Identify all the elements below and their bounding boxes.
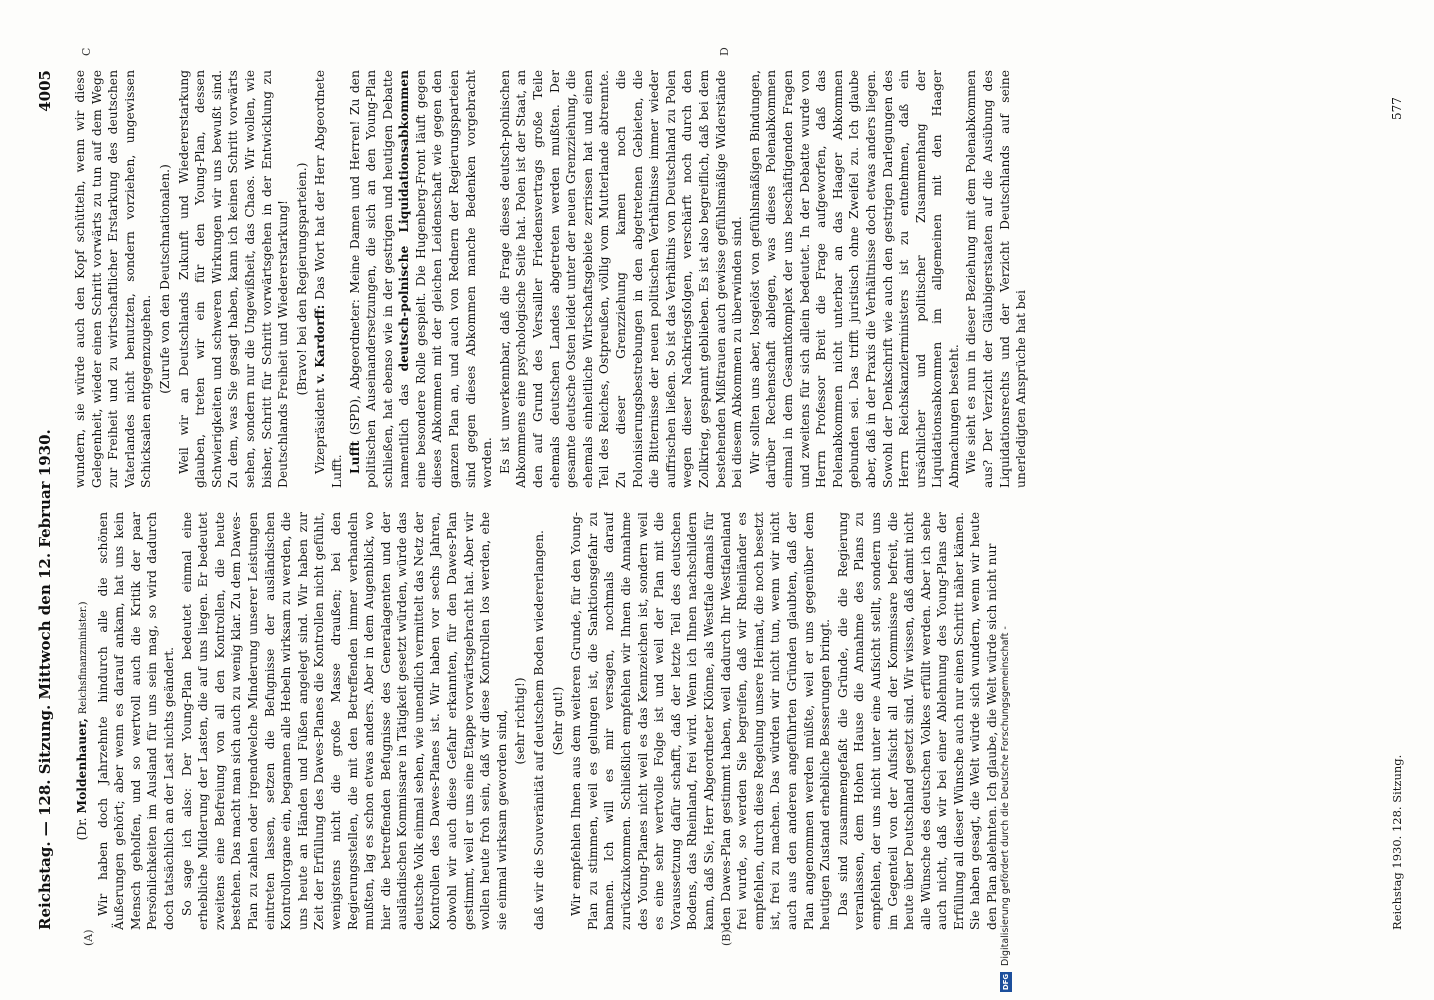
footer-left: Reichstag 1930. 128. Sitzung. <box>1390 754 1404 930</box>
paragraph: Das sind zusammengefaßt die Gründe, die die Regierung veranlassen, dem Hohen Hause die Annahme des Plans zu empfehlen, der uns nicht unter eine Aufsicht stellt, sondern uns im Gegenteil von der Aufsicht all der Kommissare befreit, die heute über Deutschland gesetzt sind. Wir wissen, daß damit nicht alle Wünsche des deutschen Volkes erfüllt werden. Aber ich sehe auch nicht, daß wir bei einer Ablehnung des Young-Plans der Erfüllung all dieser Wünsche auch nur einen Schritt näher kämen. Sie haben gesagt, die Welt würde sich wundern, wenn wir heute den Plan ablehnten. Ich glaube, die Welt würde sich nicht nur <box>835 512 1000 930</box>
paragraph: So sage ich also: Der Young-Plan bedeutet einmal eine erhebliche Milderung der Lasten, die auf uns liegen. Er bedeutet zweitens eine Befreiung von all den Kontrollen, die heute bestehen. Das macht man sich auch zu wenig klar. Zu dem Dawes-Plan zu zahlen oder irgendwelche Minderung unserer Leistungen eintreten lassen, setzen die Befugnisse der ausländischen Kontrollorgane ein, begannen alle Hebeln wirksam zu werden, die uns heute an Händen und Füßen angelegt sind. Wir haben zur Zeit der Erfüllung des Dawes-Planes die Kontrollen nicht gefühlt, wenigstens nicht die große Masse draußen; bei den Regierungsstellen, die mit den Betreffenden immer verhandeln mußten, lag es schon etwas anders. Aber in dem Augenblick, wo hier die betreffenden Befugnisse des Generalagenten und der ausländischen Kommissare in Tätigkeit gesetzt würden, würde das deutsche Volk einmal sehen, wie unendlich vermittelt das Netz der Kontrollen des Dawes-Planes ist. Wir haben vor sechs Jahren, obwohl wir auch diese Gefahr erkannten, für den Dawes-Plan gestimmt, weil er uns eine Etappe vorwärtsgebracht hat. Aber wir wollen heute froh sein, daß wir diese Kontrollen los werden, ehe sie einmal wirksam geworden sind, <box>179 512 509 930</box>
page-number: 4005 <box>36 70 54 112</box>
interjection: (Bravo! bei den Regierungsparteien.) <box>294 162 309 396</box>
interjection: (sehr richtig!) <box>513 677 528 765</box>
margin-marker-c: C <box>80 47 93 56</box>
digitization-note <box>1000 2 1014 992</box>
speaker-intro: Lufft (SPD), Abgeordneter: Meine Damen und Herren! Zu den politischen Auseinandersetzungen, die sich an den Young-Plan schließen, hat ebenso wie in der gestrigen und heutigen Debatte namentlich das deutsch-polnische Liquidationsabkommen eine besondere Rolle gespielt. Die Hugenberg-Front läuft gegen dieses Abkommen mit der gleichen Leidenschaft wie gegen den ganzen Plan an, und auch von Rednern der Regierungsparteien sind gegen dieses Abkommen manche Bedenken vorgebracht worden. <box>346 70 495 488</box>
paragraph: wundern, sie würde auch den Kopf schütteln, wenn wir diese Gelegenheit, wieder einen Schritt vorwärts zu tun auf dem Wege zur Freiheit und zu wirtschaftlicher Erstarkung des deutschen Vaterlandes nicht benutzten, sondern vorziehen, ungewissen Schicksalen entgegenzugehen. <box>73 70 154 488</box>
right-column <box>72 70 1382 488</box>
margin-marker-b: (B) <box>720 929 733 946</box>
speaker-name: Moldenhauer, <box>74 718 89 814</box>
paragraph: daß wir die Souveränität auf deutschem Boden wiedererlangen. <box>532 530 547 930</box>
president-statement: Vizepräsident v. Kardorff: Das Wort hat der Herr Abgeordnete Lufft. <box>312 70 344 488</box>
margin-marker-a: (A) <box>82 929 95 946</box>
header-title: Reichstag. — 128. Sitzung. Mittwoch den 12. Februar 1930. <box>36 429 54 930</box>
interjection: (Sehr gut!) <box>550 686 565 756</box>
speaker-name: Lufft <box>346 440 362 474</box>
paragraph: Wir haben doch Jahrzehnte hindurch alle die schönen Äußerungen gehört; aber wenn es darauf ankam, hat uns kein Mensch geholfen, und so wertvoll auch die Kritik der paar Persönlichkeiten im Ausland für uns sein mag, so wird dadurch doch tatsächlich an der Last nichts geändert. <box>95 512 176 930</box>
margin-marker-d: D <box>718 47 731 56</box>
digitization-note-text: Digitalisierung gefördert durch die Deutsche Forschungsgemeinschaft - <box>1000 626 1011 966</box>
dfg-logo-icon: DFG <box>1002 973 1010 991</box>
paragraph: Es ist unverkennbar, daß die Frage dieses deutsch-polnischen Abkommens eine psychologische Seite hat. Polen ist der Staat, an den auf Grund des Versailler Friedensvertrags große Teile ehemals deutschen Landes abgetreten werden mußten. Der gesamte deutsche Osten leidet unter der neuen Grenzziehung, die ehemals einheitliche Wirtschaftsgebiete zerrissen hat und einen Teil des Reiches, Ostpreußen, völlig vom Mutterlande abtrennte. Zu dieser Grenzziehung kamen noch die Polonisierungsbestrebungen in den abgetretenen Gebieten, die die Bitternisse der neuen politischen Verhältnisse immer wieder auffrischen ließen. So ist das Verhältnis von Deutschland zu Polen wegen dieser Nachkriegsfolgen, verschärft noch durch den Zollkrieg, gespannt geblieben. Es ist also begreiflich, daß bei dem bestehenden Mißtrauen auch gewisse gefühlsmäßige Widerstände bei diesem Abkommen zu überwinden sind. <box>497 70 745 488</box>
paragraph: Weil wir an Deutschlands Zukunft und Wiedererstarkung glauben, treten wir ein für den Young-Plan, dessen Schwierigkeiten und schweren Wirkungen wir uns bewußt sind. Zu dem, was Sie gesagt haben, kann ich keinen Schritt vorwärts sehen, sondern nur die Ungewißheit, das Chaos. Wir wollen, wie bisher, Schritt für Schritt vorwärtsgehen in der Entwicklung zu Deutschlands Freiheit und Wiedererstarkung! <box>176 70 291 488</box>
paragraph: Wie sieht es nun in dieser Beziehung mit dem Polenabkommen aus? Der Verzicht der Gläubigerstaaten auf die Ausübung des Liquidationsrechts und der Verzicht Deutschlands auf seine unerledigten Ansprüche hat bei <box>964 70 1029 488</box>
footer-page-number: 577 <box>1390 97 1404 120</box>
speaker-reference: (Dr. Moldenhauer, Reichsfinanzminister.) <box>74 601 89 841</box>
page-header <box>36 70 64 930</box>
paragraph: Wir sollten uns aber, losgelöst von gefühlsmäßigen Bindungen, darüber Rechenschaft ablegen, was dieses Polenabkommen einmal in dem Gesamtkomplex der uns beschäftigenden Fragen und zweitens für sich allein bedeutet. In der Debatte wurde von Herrn Professor Breit die Frage aufgeworfen, daß das Polenabkommen nicht unterbar an das Haager Abkommen gebunden sei. Das trifft juristisch ohne Zweifel zu. Ich glaube aber, daß in der Praxis die Verhältnisse doch etwas anders liegen. Sowohl der Denkschrift wie auch den gestrigen Darlegungen des Herrn Reichskanzlerministers ist zu entnehmen, daß ein ursächlicher und politischer Zusammenhang der Liquidationsabkommen im allgemeinen mit den Haager Abmachungen besteht. <box>747 70 961 488</box>
interjection: (Zurufe von den Deutschnationalen.) <box>157 164 172 394</box>
left-column <box>72 512 1382 930</box>
bold-phrase: deutsch-polnische Liquidationsabkommen <box>396 70 412 372</box>
paragraph: Wir empfehlen Ihnen aus dem weiteren Grunde, für den Young-Plan zu stimmen, weil es gelungen ist, die Sanktionsgefahr zu bannen. Ich will es mir versagen, nochmals darauf zurückzukommen. Schließlich empfehlen wir Ihnen die Annahme des Young-Planes nicht weil es das Kennzeichen ist, sondern weil es eine sehr wertvolle Folge ist und weil der Plan mit die Voraussetzung dafür schafft, daß der letzte Teil des deutschen Bodens, das Rheinland, frei wird. Wenn ich Ihnen nachschildern kann, daß Sie, Herr Abgeordneter Klönne, als Westfale damals für den Dawes-Plan gestimmt haben, weil dadurch Ihr Westfalenland frei wurde, so werden Sie begreifen, daß wir Rheinländer es empfehlen, durch diese Regelung unsere Heimat, die noch besetzt ist, frei zu machen. Das würden wir nicht tun, wenn wir nicht auch aus den anderen angeführten Gründen glaubten, daß der Plan angenommen werden müßte, weil er uns gegenüber dem heutigen Zustand erhebliche Besserungen bringt. <box>569 512 833 930</box>
president-name: v. Kardorff: <box>312 304 328 384</box>
